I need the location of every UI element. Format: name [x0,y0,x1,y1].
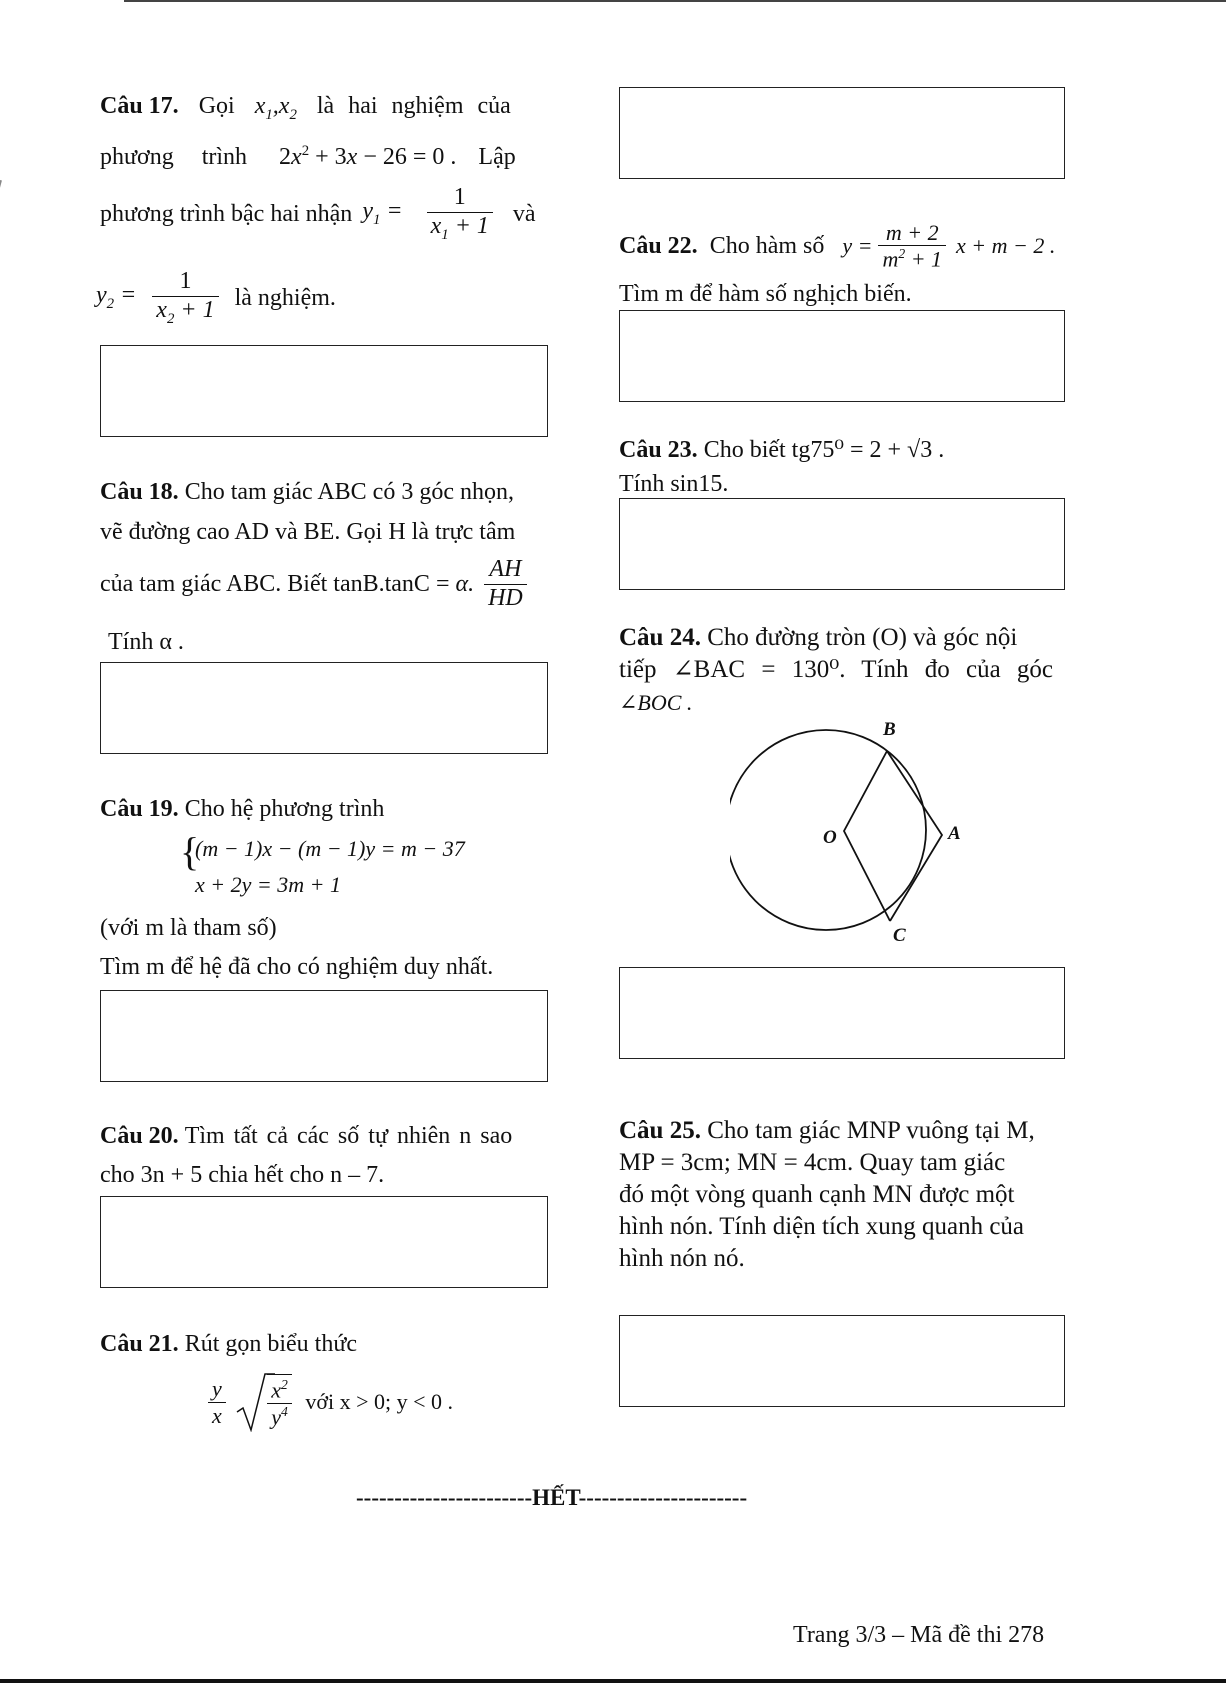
q25-label: Câu 25. [619,1117,701,1144]
q19-brace: { [180,829,200,874]
q25-text-3: đó một vòng quanh cạnh MN được một [619,1181,1015,1208]
q17-roots: $x_1,x_2$ [254,93,297,123]
q22-y-eq: y = [842,232,873,258]
q23-text-2: Tính sin15. [619,471,729,497]
q21-condition: với x > 0; y < 0 . [305,1389,454,1414]
point-b-label: B [883,719,896,740]
q23-label: Câu 23. [619,437,698,463]
q17-text-2a: phương trình [100,144,248,170]
q24-answer-box[interactable] [619,967,1065,1059]
point-c-label: C [893,925,906,946]
q23-answer-box[interactable] [619,498,1065,590]
q18-ratio: $\frac{AH}{HD}$ [484,556,527,612]
q20-label: Câu 20. [100,1123,179,1149]
q22-text-1: Cho hàm số [709,232,825,259]
q22-tail: x + m − 2 . [956,232,1056,258]
q25-answer-box[interactable] [619,1315,1065,1407]
q19-label: Câu 19. [100,796,179,822]
q18-text-2: vẽ đường cao AD và BE. Gọi H là trực tâm [100,519,516,545]
q17-text-1a: Gọi [198,93,235,119]
q19-text-2: (với m là tham số) [100,915,277,941]
q24-circle-diagram [730,715,970,950]
q20-text-1: Tìm tất cả các số tự nhiên n sao [184,1123,513,1149]
q17-y1: $y_1$ = [362,198,403,229]
q22-fraction: $\frac{m + 2}{m^2 + 1}$ [878,220,946,272]
q25-text-5: hình nón nó. [619,1245,745,1272]
q17-text-1b: là hai nghiệm của [316,93,511,119]
point-a-label: A [948,823,961,844]
q21-sqrt [235,1372,296,1432]
q17-y1-fraction: $\frac{1}{x_1 + 1}$ [427,184,493,243]
q20-text-2: cho 3n + 5 chia hết cho n – 7. [100,1162,385,1188]
q19-eq-2: x + 2y = 3m + 1 [195,872,341,897]
page-footer: Trang 3/3 – Mã đề thi 278 [793,1622,1045,1648]
angle-boc-sides [844,751,890,921]
q24-text-3: ∠BOC . [619,690,693,715]
q19-text-1: Cho hệ phương trình [184,796,385,822]
q21-answer-box[interactable] [619,87,1065,179]
q18-text-4: Tính α . [108,629,184,655]
scan-bottom-edge [0,1679,1226,1683]
q18-text-3: của tam giác ABC. Biết tanB.tanC = [100,571,450,598]
q17-text-3b: và [512,200,536,227]
q17-y2: $y_2$ = [96,282,137,313]
q20-answer-box[interactable] [100,1196,548,1288]
point-o-label: O [823,827,837,848]
q21-fraction-y-x: $\frac{y}{x}$ [208,1376,226,1428]
q18-text-1: Cho tam giác ABC có 3 góc nhọn, [184,479,514,505]
q21-text-1: Rút gọn biểu thức [184,1331,358,1357]
q18-answer-box[interactable] [100,662,548,754]
angle-bac-sides [887,751,942,921]
q17-text-4: là nghiệm. [234,284,336,311]
q17-text-2b: Lập [478,144,516,170]
q17-text-3a: phương trình bậc hai nhận [100,200,353,227]
q17-equation: $2x^2 + 3x - 26 = 0$ . [279,143,457,170]
q24-text-1: Cho đường tròn (O) và góc nội [707,624,1018,651]
q17-y2-fraction: $\frac{1}{x_2 + 1}$ [152,268,218,327]
q25-text-4: hình nón. Tính diện tích xung quanh của [619,1213,1025,1240]
q19-eq-1: (m − 1)x − (m − 1)y = m − 37 [195,836,465,861]
q22-label: Câu 22. [619,232,698,259]
q22-text-2: Tìm m để hàm số nghịch biến. [619,281,912,307]
q22-answer-box[interactable] [619,310,1065,402]
q25-text-1: Cho tam giác MNP vuông tại M, [707,1117,1035,1144]
end-marker: -----------------------HẾT---------------------- [356,1485,748,1510]
q19-answer-box[interactable] [100,990,548,1082]
q25-text-2: MP = 3cm; MN = 4cm. Quay tam giác [619,1149,1006,1176]
q24-label: Câu 24. [619,624,701,651]
q24-text-2: tiếp ∠BAC = 130⁰. Tính đo của góc [619,656,1054,683]
q23-text-1: Cho biết tg75⁰ = 2 + √3 . [703,437,945,463]
q18-label: Câu 18. [100,479,179,505]
q18-alpha: α. [455,571,475,598]
scan-mark [0,180,2,267]
q21-label: Câu 21. [100,1331,179,1357]
q19-text-3: Tìm m để hệ đã cho có nghiệm duy nhất. [100,954,494,980]
scan-top-edge [124,0,1226,2]
q17-answer-box[interactable] [100,345,548,437]
q17-label: Câu 17. [100,93,179,119]
q21-radicand: $\frac{x^2}{y^4}$ [267,1374,292,1429]
